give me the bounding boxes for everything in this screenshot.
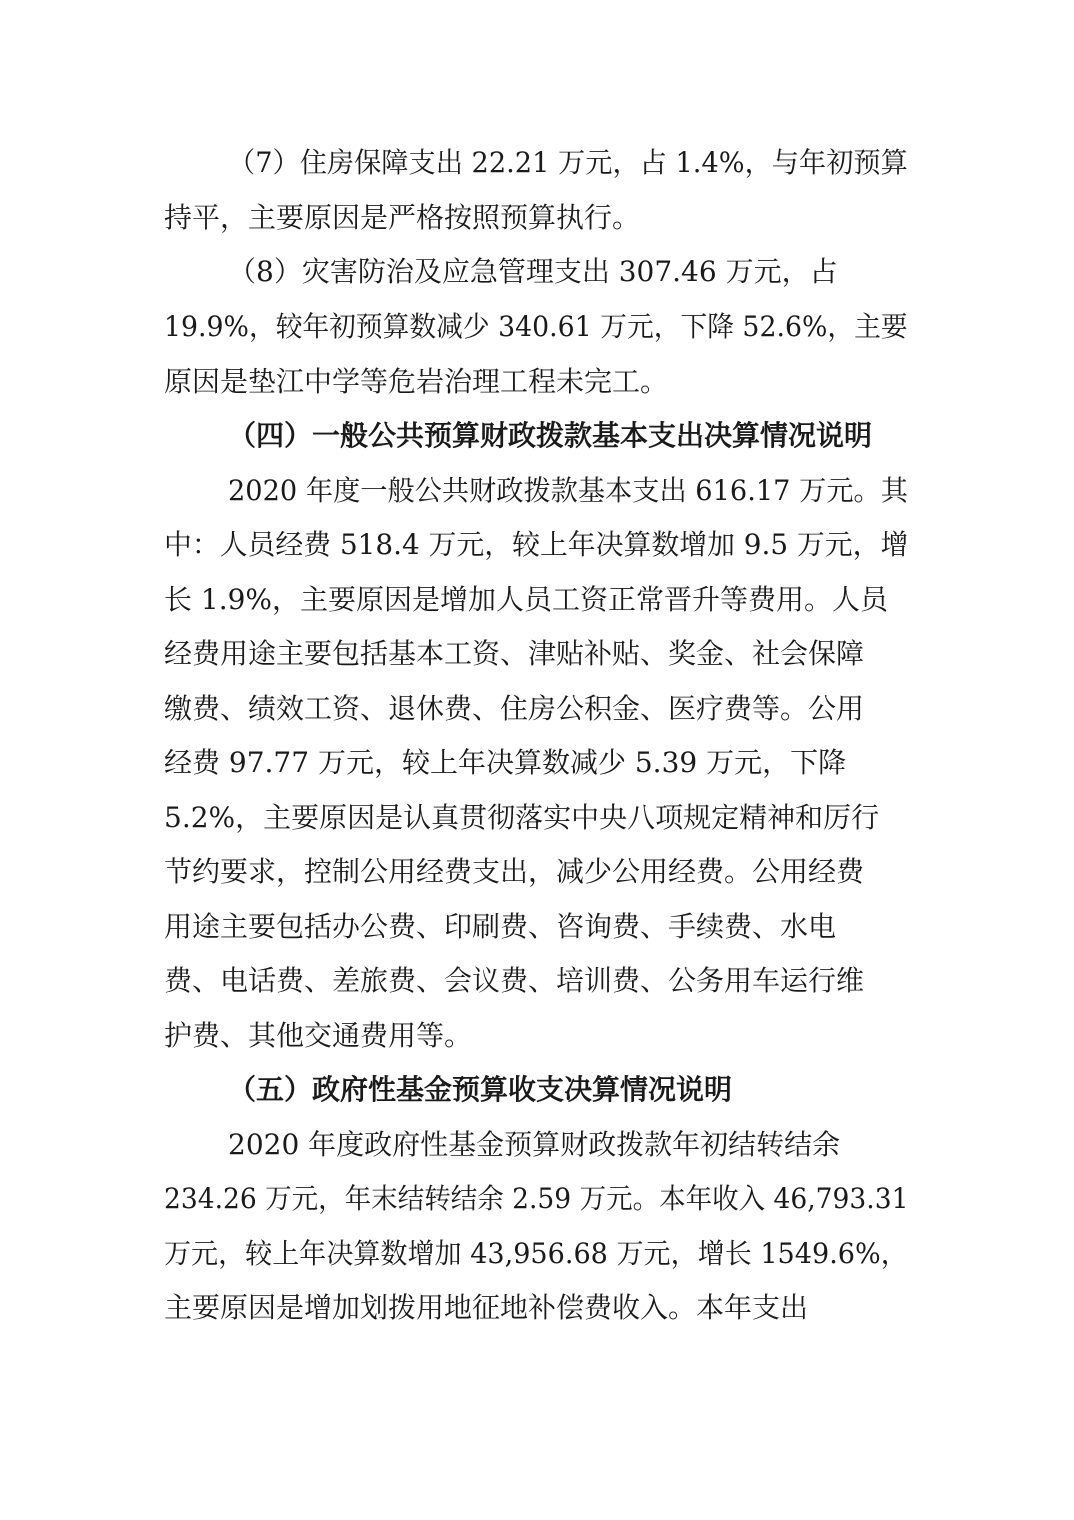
- paragraph-line: 经费 97.77 万元，较上年决算数减少 5.39 万元，下降: [164, 746, 847, 779]
- paragraph-line: 19.9%，较年初预算数减少 340.61 万元，下降 52.6%，主要: [164, 310, 908, 343]
- paragraph-line: 费、电话费、差旅费、会议费、培训费、公务用车运行维: [164, 964, 865, 997]
- paragraph-line: 2020 年度一般公共财政拨款基本支出 616.17 万元。其: [228, 474, 908, 507]
- paragraph-line: 234.26 万元，年末结转结余 2.59 万元。本年收入 46,793.31: [164, 1182, 909, 1215]
- paragraph-line: 护费、其他交通费用等。: [164, 1019, 473, 1052]
- paragraph-line: （8）灾害防治及应急管理支出 307.46 万元，占: [228, 255, 838, 288]
- paragraph-line: 节约要求，控制公用经费支出，减少公用经费。公用经费: [164, 855, 865, 888]
- paragraph-line: 经费用途主要包括基本工资、津贴补贴、奖金、社会保障: [164, 637, 865, 670]
- paragraph-line: 5.2%，主要原因是认真贯彻落实中央八项规定精神和厉行: [164, 801, 880, 834]
- paragraph-line: 原因是垫江中学等危岩治理工程未完工。: [164, 365, 669, 398]
- paragraph-line: 中：人员经费 518.4 万元，较上年决算数增加 9.5 万元，增: [164, 528, 909, 561]
- paragraph-line: 用途主要包括办公费、印刷费、咨询费、手续费、水电: [164, 910, 837, 943]
- paragraph-line: 2020 年度政府性基金预算财政拨款年初结转结余: [228, 1128, 841, 1161]
- paragraph-line: 持平，主要原因是严格按照预算执行。: [164, 201, 641, 234]
- section-heading: （五）政府性基金预算收支决算情况说明: [228, 1073, 733, 1106]
- paragraph-line: 长 1.9%，主要原因是增加人员工资正常晋升等费用。人员: [164, 583, 889, 616]
- paragraph-line: 主要原因是增加划拨用地征地补偿费收入。本年支出: [164, 1291, 809, 1324]
- paragraph-line: （7）住房保障支出 22.21 万元，占 1.4%，与年初预算: [228, 146, 908, 179]
- section-heading: （四）一般公共预算财政拨款基本支出决算情况说明: [228, 419, 873, 452]
- paragraph-line: 缴费、绩效工资、退休费、住房公积金、医疗费等。公用: [164, 692, 865, 725]
- paragraph-line: 万元，较上年决算数增加 43,956.68 万元，增长 1549.6%，: [164, 1237, 908, 1270]
